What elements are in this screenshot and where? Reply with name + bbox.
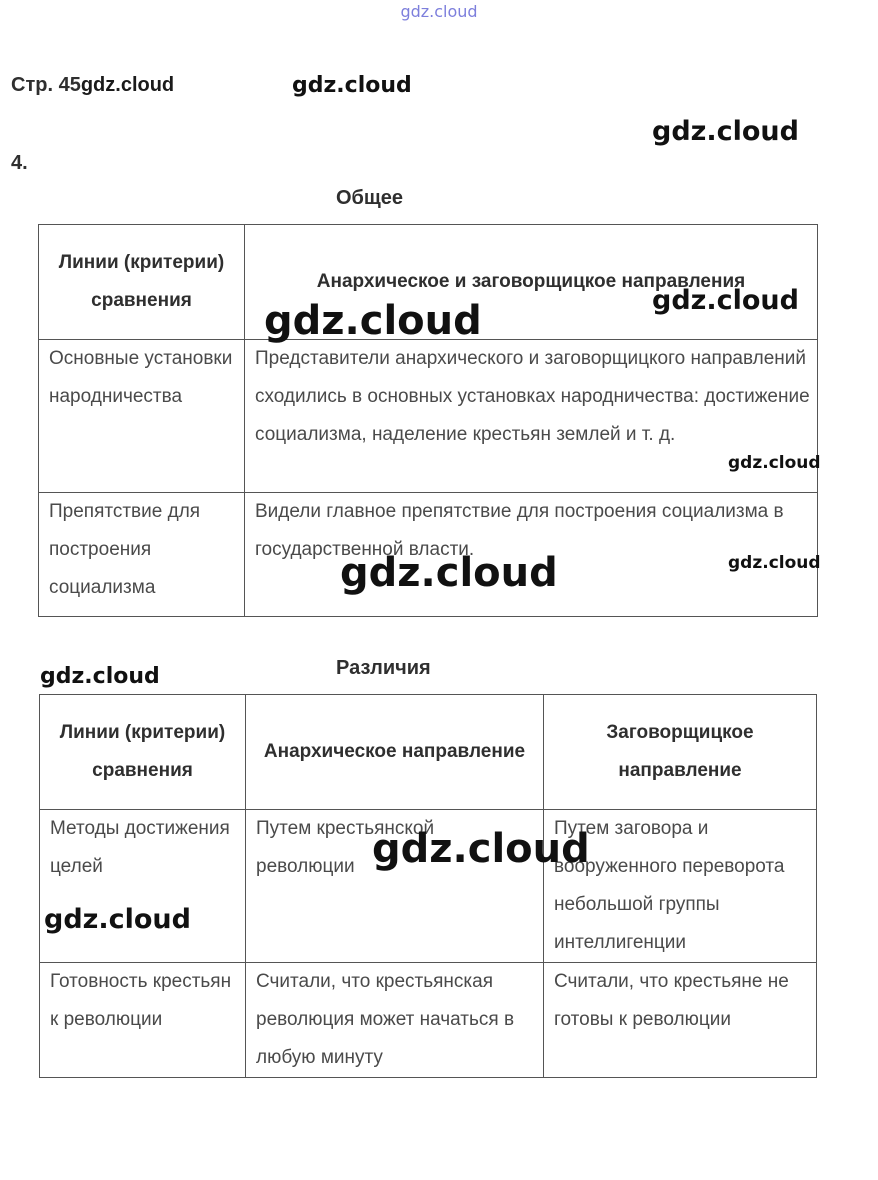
section-title-common: Общее [336, 187, 404, 209]
row-criterion: Препятствие для построения социализма [39, 493, 245, 617]
watermark: gdz.cloud [652, 285, 799, 316]
watermark: gdz.cloud [40, 664, 160, 689]
row-conspiratorial: Считали, что крестьяне не готовы к революции [544, 963, 817, 1078]
table-row [39, 340, 818, 493]
row-criterion: Методы достижения целей [40, 810, 246, 963]
table-row [40, 963, 817, 1078]
row-anarchist: Путем крестьянской революции [246, 810, 544, 963]
row-criterion: Готовность крестьян к революции [40, 963, 246, 1078]
row-value: Представители анархического и заговорщицкого направлений сходились в основных установках народничества: достижение социализма, наделение крестьян землей и т. д. [245, 340, 818, 493]
row-anarchist: Считали, что крестьянская революция может начаться в любую минуту [246, 963, 544, 1078]
row-criterion: Основные установки народничества [39, 340, 245, 493]
row-value: Видели главное препятствие для построения социализма в государственной власти. [245, 493, 818, 617]
watermark: gdz.cloud [264, 298, 482, 344]
watermark: gdz.cloud [44, 904, 191, 935]
page-label [11, 74, 174, 97]
watermark: gdz.cloud [652, 116, 799, 147]
row-conspiratorial: Путем заговора и вооруженного переворота небольшой группы интеллигенции [544, 810, 817, 963]
header-watermark: gdz.cloud [400, 2, 478, 21]
watermark: gdz.cloud [372, 826, 590, 872]
header-anarchist: Анархическое направление [246, 695, 544, 810]
table-header-row [40, 695, 817, 810]
header-conspiratorial: Заговорщицкое направление [544, 695, 817, 810]
page-number: Стр. 45 [11, 74, 81, 96]
section-title-differences: Различия [336, 657, 431, 679]
watermark: gdz.cloud [340, 550, 558, 596]
header-criteria: Линии (критерии) сравнения [40, 695, 246, 810]
watermark: gdz.cloud [292, 73, 412, 98]
header-directions: Анархическое и заговорщицкое направления [245, 225, 818, 340]
watermark: gdz.cloud [728, 553, 821, 573]
watermark-inline: gdz.cloud [80, 74, 175, 96]
header-criteria: Линии (критерии) сравнения [39, 225, 245, 340]
watermark: gdz.cloud [728, 453, 821, 473]
task-number: 4. [11, 152, 28, 174]
differences-table [39, 694, 817, 1078]
